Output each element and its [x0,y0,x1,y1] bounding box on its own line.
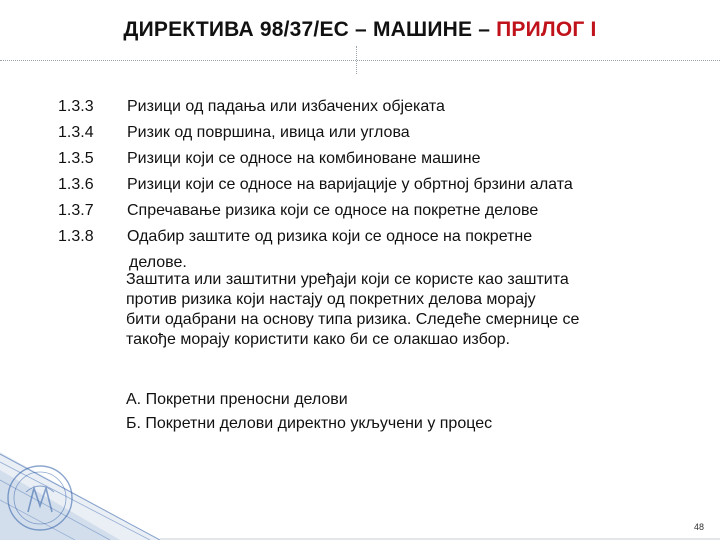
section-text: Ризици који се односе на комбиноване машине [127,150,481,167]
paragraph-line: такође морају користити како би се олакшао избор. [126,331,510,348]
section-number: 1.3.7 [58,202,94,219]
section-number: 1.3.3 [58,98,94,115]
paragraph-line: Заштита или заштитни уређаји који се користе као заштита [126,271,569,288]
page-title [0,18,720,42]
body-paragraph [126,270,696,350]
title-main: ДИРЕКТИВА 98/37/ЕС – МАШИНЕ – [123,18,497,41]
section-text: Ризик од површина, ивица или углова [127,124,410,141]
section-text-continuation: делове. [129,254,187,271]
paragraph-line: против ризика који настају од покретних делова морају [126,291,536,308]
section-number: 1.3.4 [58,124,94,141]
section-text: Ризици од падања или избачених објеката [127,98,445,115]
section-text: Ризици који се односе на варијације у обртној брзини алата [127,176,573,193]
title-vertical-divider [356,46,357,74]
section-text: Одабир заштите од ризика који се односе на покретне [127,228,533,245]
section-text: Спречавање ризика који се односе на покретне делове [127,202,539,219]
section-numbers [58,94,118,250]
header [0,0,720,62]
corner-graphic [0,440,720,540]
title-divider [0,60,720,61]
sub-list-item: А. Покретни преносни делови [126,391,348,408]
section-number: 1.3.5 [58,150,94,167]
page-number: 48 [693,522,704,532]
section-number: 1.3.8 [58,228,94,245]
corner-decoration [0,440,720,540]
section-number: 1.3.6 [58,176,94,193]
sub-list [126,388,696,436]
title-accent: ПРИЛОГ I [496,18,597,41]
sub-list-item: Б. Покретни делови директно укључени у процес [126,415,493,432]
paragraph-line: бити одабрани на основу типа ризика. Следеће смернице се [126,311,580,328]
section-list [127,94,687,276]
